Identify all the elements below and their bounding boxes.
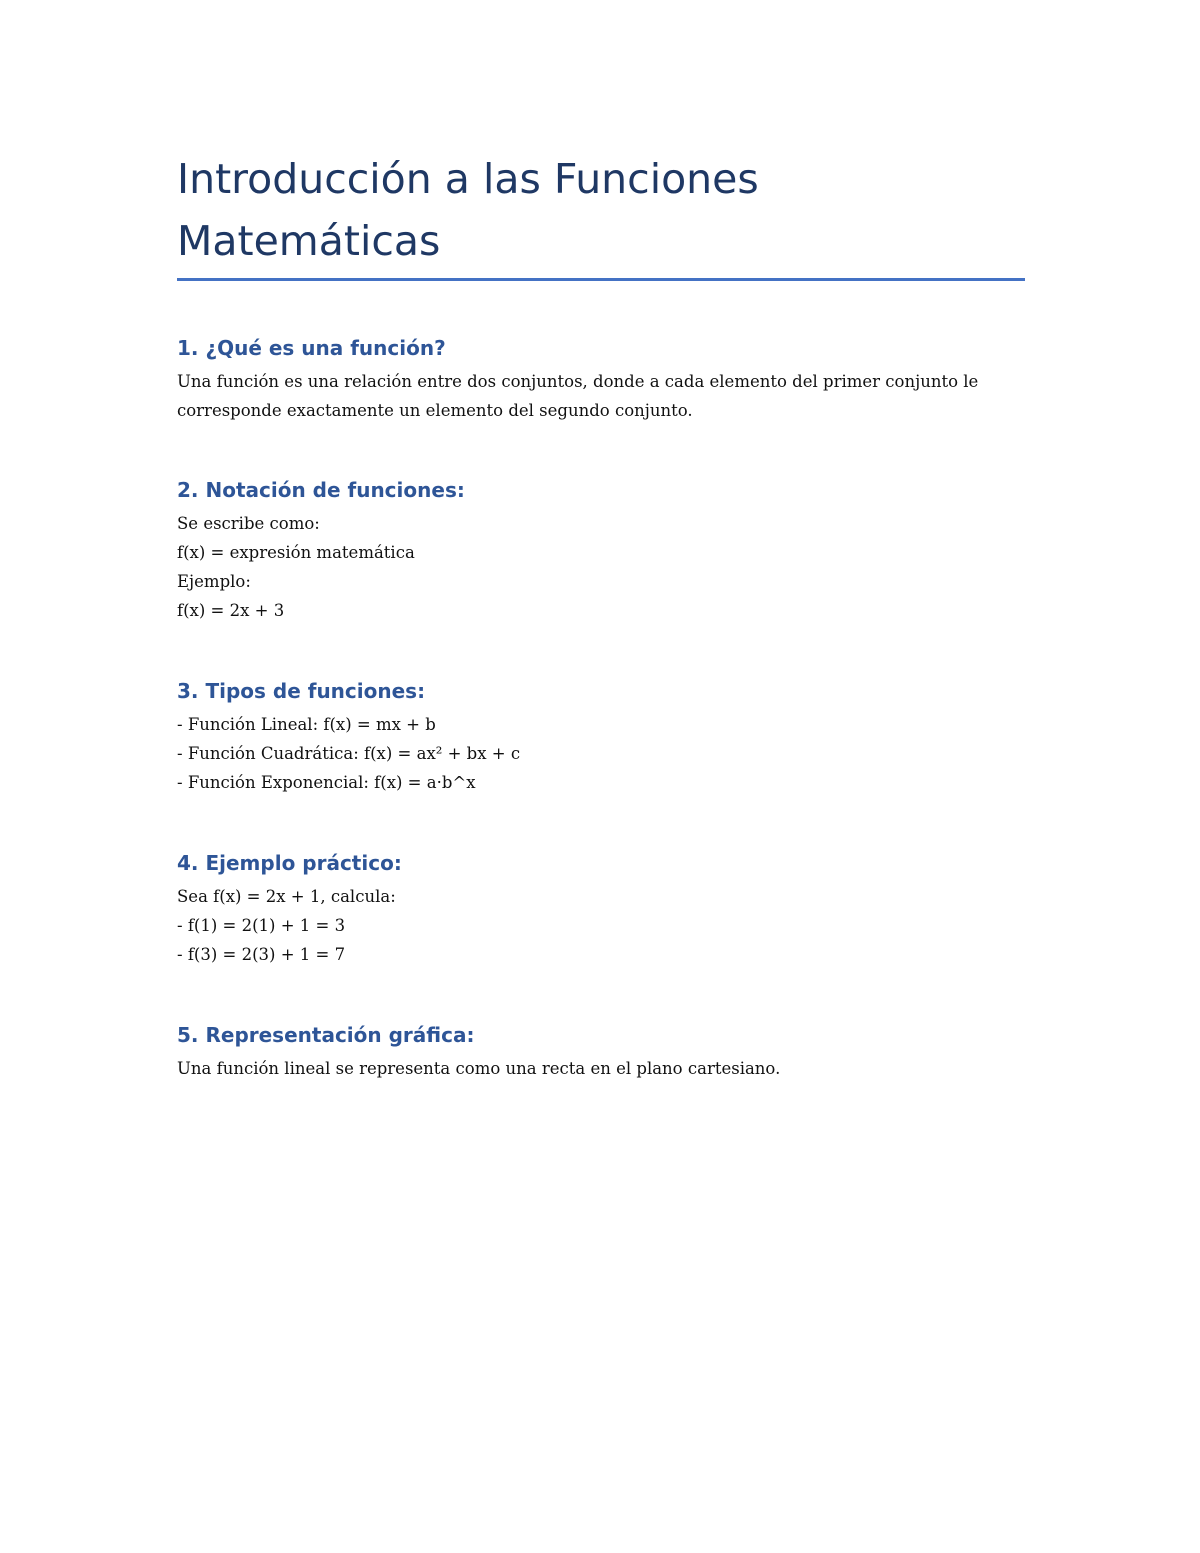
text-line: f(x) = expresión matemática (177, 543, 415, 562)
section-notation (177, 475, 1025, 625)
text-line: Sea f(x) = 2x + 1, calcula: (177, 887, 396, 906)
section-heading: 2. Notación de funciones: (177, 478, 465, 502)
text-line: Se escribe como: (177, 514, 320, 533)
section-heading: 3. Tipos de funciones: (177, 679, 426, 703)
list-item: - f(3) = 2(3) + 1 = 7 (177, 945, 346, 964)
section-heading: 4. Ejemplo práctico: (177, 851, 402, 875)
section-types (177, 676, 1025, 797)
section-paragraph: Una función es una relación entre dos conjuntos, donde a cada elemento del primer conjunto le corresponde exactamente un elemento del segundo conjunto. (177, 372, 979, 420)
title-underline (177, 278, 1025, 281)
section-example (177, 848, 1025, 969)
document-title: Introducción a las Funciones Matemáticas (177, 155, 759, 265)
section-lines (177, 882, 1025, 969)
list-item: - Función Exponencial: f(x) = a·b^x (177, 773, 476, 792)
section-heading: 5. Representación gráfica: (177, 1023, 475, 1047)
list-item: - f(1) = 2(1) + 1 = 3 (177, 916, 346, 935)
section-heading: 1. ¿Qué es una función? (177, 336, 446, 360)
list-item: - Función Lineal: f(x) = mx + b (177, 715, 436, 734)
text-line: f(x) = 2x + 3 (177, 601, 285, 620)
section-graphic (177, 1020, 1025, 1083)
list-item: - Función Cuadrática: f(x) = ax² + bx + c (177, 744, 521, 763)
text-line: Ejemplo: (177, 572, 251, 591)
section-lines (177, 710, 1025, 797)
document-content (177, 148, 1025, 1083)
section-what-is-function (177, 333, 1025, 425)
section-paragraph: Una función lineal se representa como una recta en el plano cartesiano. (177, 1059, 781, 1078)
section-lines (177, 509, 1025, 625)
